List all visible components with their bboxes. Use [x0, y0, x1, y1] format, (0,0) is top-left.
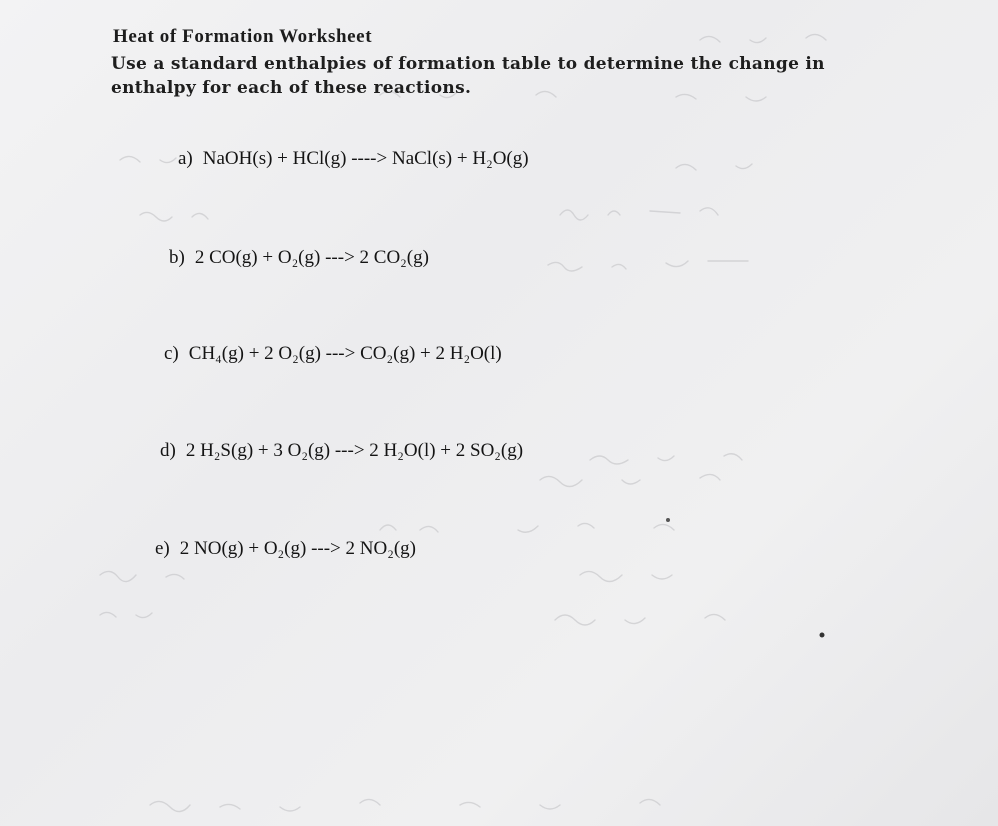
reaction-label: d): [160, 440, 176, 461]
reaction-label: c): [164, 343, 179, 364]
reaction-label: a): [178, 148, 193, 169]
reaction-equation: 2 CO(g) + O₂(g) ---> 2 CO₂(g): [194, 247, 429, 268]
reaction-label: e): [155, 538, 170, 559]
reaction-d: [160, 440, 523, 462]
worksheet-instructions: Use a standard enthalpies of formation table to determine the change in enthalpy for each of these reactions.: [111, 54, 825, 98]
reaction-c: [164, 343, 502, 365]
reaction-a: [178, 148, 529, 170]
reaction-label: b): [169, 247, 185, 268]
reaction-equation: CH₄(g) + 2 O₂(g) ---> CO₂(g) + 2 H₂O(l): [188, 343, 502, 364]
reaction-e: [155, 538, 416, 560]
reaction-equation: NaOH(s) + HCl(g) ----> NaCl(s) + H₂O(g): [202, 148, 529, 169]
reaction-equation: 2 NO(g) + O₂(g) ---> 2 NO₂(g): [179, 538, 416, 559]
worksheet-title: Heat of Formation Worksheet: [113, 26, 373, 47]
reaction-equation: 2 H₂S(g) + 3 O₂(g) ---> 2 H₂O(l) + 2 SO₂(g): [185, 440, 524, 461]
reaction-b: [169, 247, 429, 269]
